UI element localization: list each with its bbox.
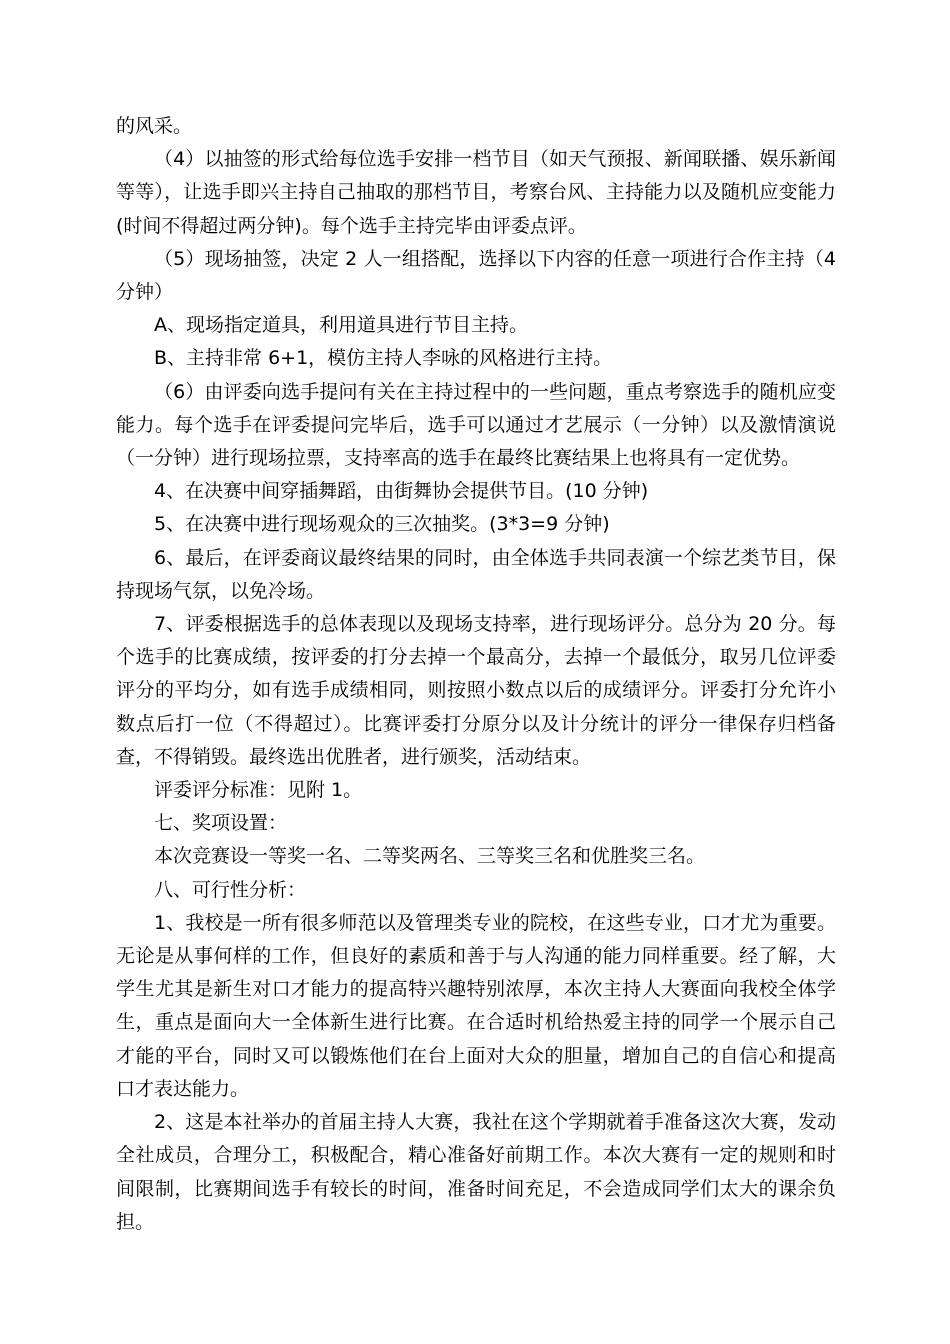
paragraph-option-a: A、现场指定道具，利用道具进行节目主持。 [154, 314, 528, 337]
heading-awards: 七、奖项设置： [154, 812, 288, 835]
paragraph-option-b: B、主持非常 6+1，模仿主持人李咏的风格进行主持。 [154, 347, 613, 370]
paragraph-continuation: 的风采。 [116, 115, 193, 137]
document-body [116, 110, 836, 1239]
paragraph-section-7: 7、评委根据选手的总体表现以及现场支持率，进行现场评分。总分为 20 分。每个选手的比赛成绩，按评委的打分去掉一个最高分，去掉一个最低分，取另几位评委评分的平均分，如有选手成绩相同，则按照小数点以后的成绩评分。评委打分允许小数点后打一位（不得超过）。比赛评委打分原分以及计分统计的评分一律保存归档备查，不得销毁。最终选出优胜者，进行颁奖，活动结束。 [116, 613, 836, 768]
paragraph-awards: 本次竞赛设一等奖一名、二等奖两名、三等奖三名和优胜奖三名。 [154, 845, 706, 868]
paragraph-feasibility-2: 2、这是本社举办的首届主持人大赛，我社在这个学期就着手准备这次大赛，发动全社成员，合理分工，积极配合，精心准备好前期工作。本次大赛有一定的规则和时间限制，比赛期间选手有较长的时间，准备时间充足，不会造成同学们太大的课余负担。 [116, 1111, 836, 1233]
paragraph-feasibility-1: 1、我校是一所有很多师范以及管理类专业的院校，在这些专业，口才尤为重要。无论是从事何样的工作，但良好的素质和善于与人沟通的能力同样重要。经了解，大学生尤其是新生对口才能力的提高特兴趣特别浓厚，本次主持人大赛面向我校全体学生，重点是面向大一全体新生进行比赛。在合适时机给热爱主持的同学一个展示自己才能的平台，同时又可以锻炼他们在台上面对大众的胆量，增加自己的自信心和提高口才表达能力。 [116, 911, 836, 1100]
paragraph-section-6: 6、最后，在评委商议最终结果的同时，由全体选手共同表演一个综艺类节目，保持现场气氛，以免冷场。 [116, 546, 836, 602]
paragraph-item-4: （4）以抽签的形式给每位选手安排一档节目（如天气预报、新闻联播、娱乐新闻等等），让选手即兴主持自己抽取的那档节目，考察台风、主持能力以及随机应变能力(时间不得超过两分钟)。每个选手主持完毕由评委点评。 [116, 148, 836, 237]
paragraph-item-6: （6）由评委向选手提问有关在主持过程中的一些问题，重点考察选手的随机应变能力。每个选手在评委提问完毕后，选手可以通过才艺展示（一分钟）以及激情演说（一分钟）进行现场拉票，支持率高的选手在最终比赛结果上也将具有一定优势。 [116, 380, 836, 470]
paragraph-scoring-standard: 评委评分标准：见附 1。 [154, 779, 363, 802]
paragraph-section-5: 5、在决赛中进行现场观众的三次抽奖。(3*3=9 分钟) [154, 513, 610, 536]
paragraph-item-5: （5）现场抽签，决定 2 人一组搭配，选择以下内容的任意一项进行合作主持（4 分钟） [116, 247, 836, 304]
paragraph-section-4: 4、在决赛中间穿插舞蹈，由街舞协会提供节目。(10 分钟) [154, 480, 649, 503]
heading-feasibility: 八、可行性分析： [154, 878, 307, 901]
